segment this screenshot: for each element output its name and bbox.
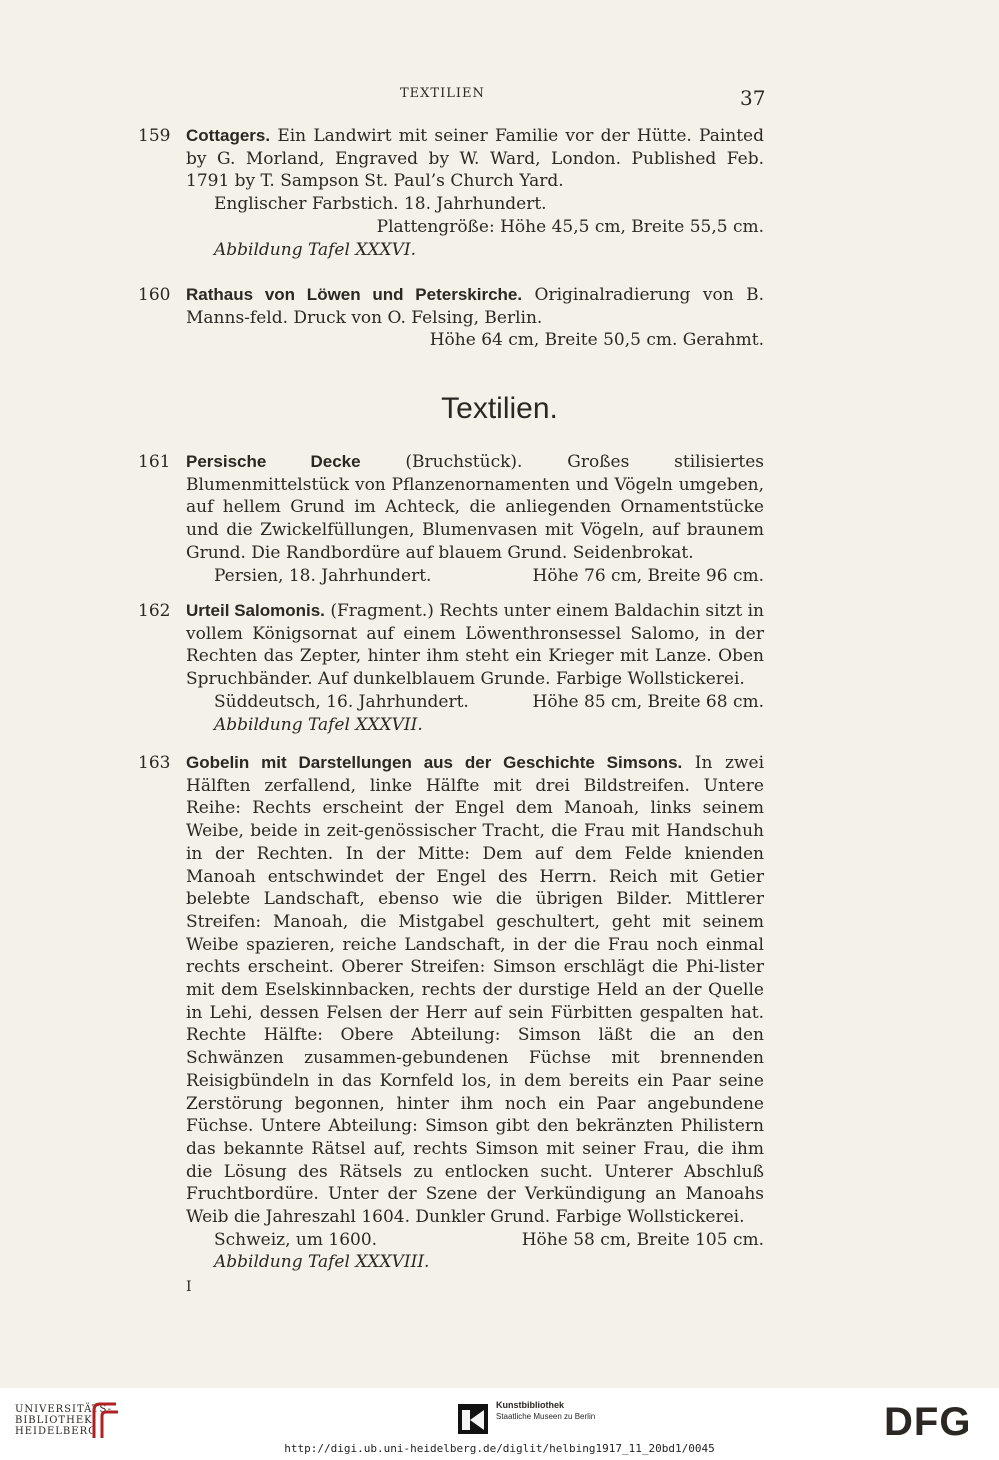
entry-description <box>186 600 764 691</box>
footer-bar <box>0 1388 999 1460</box>
entry-dimensions: Höhe 58 cm, Breite 105 cm. <box>521 1229 764 1250</box>
entry-origin: Englischer Farbstich. 18. Jahrhundert. <box>214 194 547 215</box>
entry-origin: Schweiz, um 1600. <box>214 1229 378 1250</box>
entry-text: (Fragment.) Rechts unter einem Baldachin sitzt in vollem Königsornat auf einem Löwenthronsessel Salomo, in der Rechten das Zepter, hinter ihm steht ein Krieger mit Lanze. Oben Spruchbänder. Auf dunkelblauem Grunde. Farbige Wollstickerei. <box>186 601 764 690</box>
entry-origin: Süddeutsch, 16. Jahrhundert. <box>214 691 469 712</box>
entry-description <box>186 752 764 1229</box>
dfg-logo: DFG <box>884 1400 972 1444</box>
entry-text: Originalradierung von B. Manns-feld. Druck von O. Felsing, Berlin. <box>186 285 764 328</box>
catalog-entry-159 <box>138 125 764 261</box>
plate-reference: Abbildung Tafel XXXVI. <box>214 239 417 260</box>
kunstbibliothek-logo-icon <box>458 1404 488 1434</box>
catalog-entry-160 <box>138 284 764 352</box>
entry-title: Rathaus von Löwen und Peterskirche. <box>186 285 523 304</box>
library-name-line: UNIVERSITÄTS- <box>15 1404 113 1415</box>
library-name-line: BIBLIOTHEK <box>15 1415 93 1426</box>
library-name-line: HEIDELBERG <box>15 1426 98 1437</box>
entry-text: In zwei Hälften zerfallend, linke Hälfte mit drei Bildstreifen. Untere Reihe: Rechts erscheint der Engel dem Manoah, links seinem Weibe, beide in zeit-genössischer Tracht, die Frau mit Handschuh in der Rechten. In der Mitte: Dem auf dem Felde knienden Manoah entschwindet der Engel des Herrn. Reich mit Getier belebte Landschaft, ebenso wie die übrigen Bilder. Mittlerer Streifen: Manoah, die Mistgabel geschultert, geht mit seinem Weibe spazieren, reiche Landschaft, in der die Frau noch einmal rechts erscheint. Oberer Streifen: Simson erschlägt die Phi-lister mit dem Eselskinnbacken, rechts der durstige Held an der Quelle in Lehi, dessen Felsen der Herr auf sein Fürbitten gespalten hat. Rechte Hälfte: Obere Abteilung: Simson läßt die an den Schwänzen zusammen-gebundenen Füchse mit brennenden Reisigbündeln in das Kornfeld los, in dem bereits ein Paar seine Zerstörung begonnen, hinter ihm noch ein Paar angebundene Füchse. Untere Abteilung: Simson gibt den bekränzten Philistern das bekannte Rätsel auf, rechts Simson mit seiner Frau, die ihm die Lösung des Rätsels zu entlocken sucht. Unterer Abschluß Fruchtbordüre. Unter der Szene der Verkündigung an Manoahs Weib die Jahreszahl 1604. Dunkler Grund. Farbige Wollstickerei. <box>186 753 765 1228</box>
catalog-entry-162 <box>138 600 764 736</box>
entry-origin-row <box>186 565 764 588</box>
entry-number: 159 <box>138 126 171 146</box>
entry-origin-row <box>186 691 764 714</box>
entry-description <box>186 451 764 565</box>
entry-origin: Persien, 18. Jahrhundert. <box>214 565 432 586</box>
source-url[interactable]: http://digi.ub.uni-heidelberg.de/diglit/helbing1917_11_20bd1/0045 <box>284 1442 715 1455</box>
catalog-entry-163 <box>138 752 764 1299</box>
entry-dimensions: Höhe 85 cm, Breite 68 cm. <box>532 691 764 712</box>
entry-description <box>186 125 764 193</box>
entry-dimensions: Plattengröße: Höhe 45,5 cm, Breite 55,5 cm. <box>376 216 764 237</box>
kunstbibliothek-name <box>496 1400 595 1422</box>
entry-text: Ein Landwirt mit seiner Familie vor der Hütte. Painted by G. Morland, Engraved by W. Ward, London. Published Feb. 1791 by T. Sampson St. Paul’s Church Yard. <box>186 126 765 192</box>
entry-dimensions: Höhe 76 cm, Breite 96 cm. <box>532 565 764 586</box>
signature-mark: I <box>186 1279 192 1296</box>
entry-number: 161 <box>138 452 171 472</box>
entry-number: 162 <box>138 601 171 621</box>
plate-reference: Abbildung Tafel XXXVIII. <box>214 1252 430 1273</box>
entry-title: Cottagers. <box>186 126 271 145</box>
university-logo-icon <box>90 1400 122 1440</box>
entry-number: 163 <box>138 753 171 773</box>
kb-line: Kunstbibliothek <box>496 1400 564 1410</box>
entry-title: Gobelin mit Darstellungen aus der Geschichte Simsons. <box>186 753 683 772</box>
entry-dimensions: Höhe 64 cm, Breite 50,5 cm. Gerahmt. <box>429 330 764 351</box>
entry-text: (Bruchstück). Großes stilisiertes Blumenmittelstück von Pflanzenornamenten und Vögeln umgeben, auf hellem Grund im Achteck, die anliegenden Ornamentstücke und die Zwickelfüllungen, Blumenvasen mit Vögeln, auf braunem Grund. Die Randbordüre auf blauem Grund. Seidenbrokat. <box>186 452 764 563</box>
section-heading: Textilien. <box>441 392 558 425</box>
kb-line: Staatliche Museen zu Berlin <box>496 1412 596 1421</box>
running-head: TEXTILIEN <box>400 86 485 101</box>
entry-number: 160 <box>138 285 171 305</box>
entry-title: Urteil Salomonis. <box>186 601 325 620</box>
entry-title: Persische Decke <box>186 452 361 471</box>
plate-reference: Abbildung Tafel XXXVII. <box>214 714 423 735</box>
catalog-entry-161 <box>138 451 764 587</box>
entry-description <box>186 284 764 329</box>
page-number: 37 <box>740 86 766 110</box>
entry-origin-row <box>186 1229 764 1252</box>
